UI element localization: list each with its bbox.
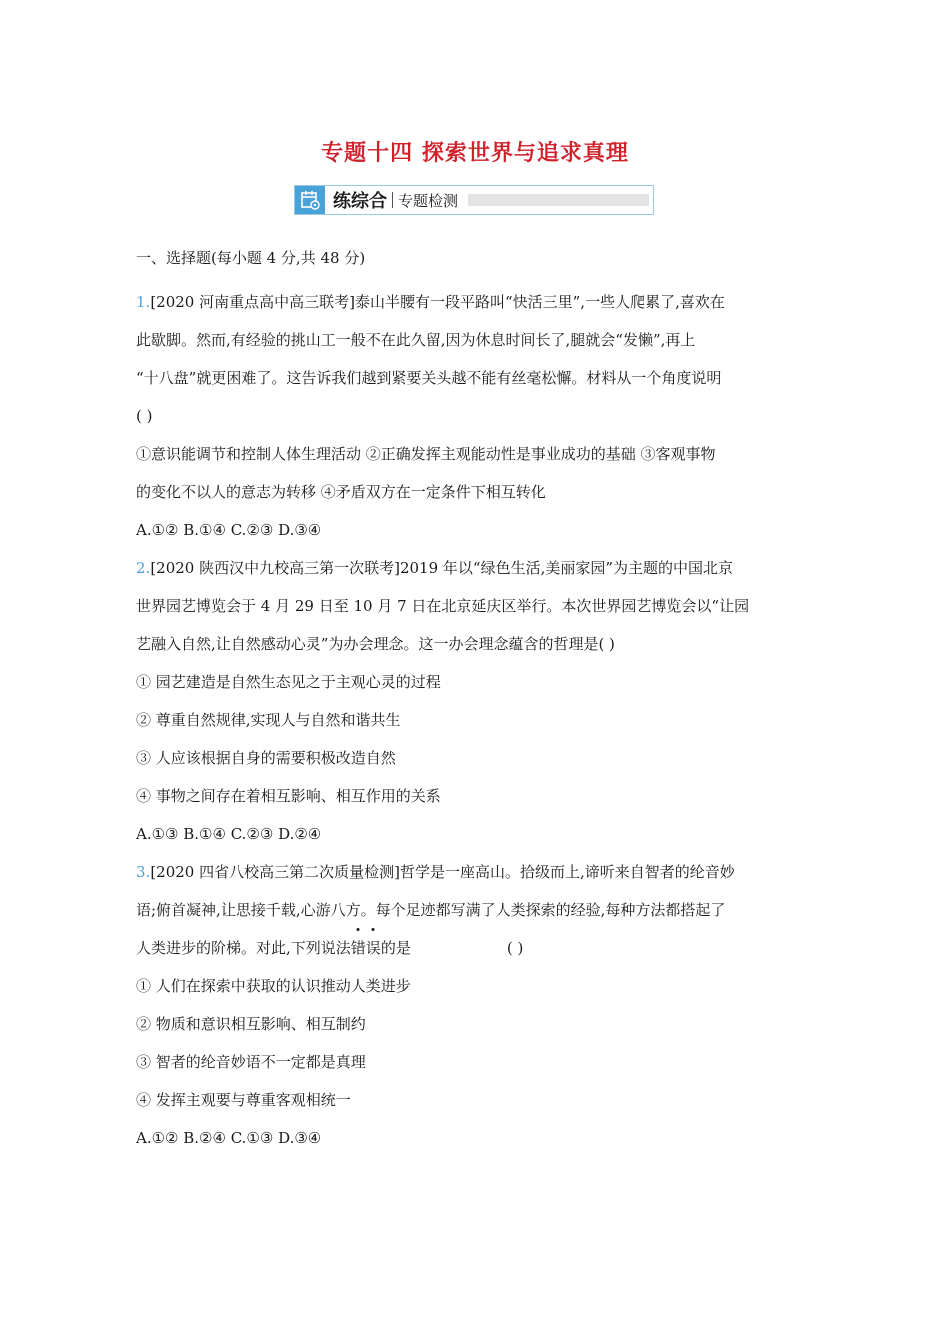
question-text-fragment: 人类进步的阶梯。对此,下列说法	[136, 939, 351, 957]
question-text-line: [2020 四省八校高三第二次质量检测]哲学是一座高山。拾级而上,谛听来自智者的纶音妙	[150, 863, 735, 881]
calendar-icon	[295, 186, 325, 214]
question-list	[136, 244, 812, 1162]
question-text-line: [2020 陕西汉中九校高三第一次联考]2019 年以“绿色生活,美丽家园”为主题的中国北京	[150, 559, 734, 577]
section-banner	[294, 185, 654, 215]
question-3	[136, 858, 812, 1162]
question-text-line: 此歇脚。然而,有经验的挑山工一般不在此久留,因为休息时间长了,腿就会“发懒”,再上	[136, 331, 696, 349]
option-item: ③ 人应该根据自身的需要积极改造自然	[136, 749, 396, 767]
option-item: ① 人们在探索中获取的认识推动人类进步	[136, 977, 411, 995]
question-2	[136, 554, 812, 858]
question-1	[136, 288, 812, 554]
answer-choices: A.①② B.①④ C.②③ D.③④	[136, 521, 322, 539]
option-item: ② 物质和意识相互影响、相互制约	[136, 1015, 366, 1033]
option-item: ③ 智者的纶音妙语不一定都是真理	[136, 1053, 366, 1071]
option-item: ② 尊重自然规律,实现人与自然和谐共生	[136, 711, 401, 729]
question-number: 3.	[136, 863, 151, 881]
banner-divider	[392, 192, 393, 208]
section-heading: 一、选择题(每小题 4 分,共 48 分)	[136, 249, 366, 267]
page-title: 专题十四 探索世界与追求真理	[321, 141, 629, 166]
question-number: 1.	[136, 293, 151, 311]
banner-sub-label: 专题检测	[398, 191, 459, 210]
option-item: ④ 发挥主观要与尊重客观相统一	[136, 1091, 351, 1109]
banner-decor-bar	[468, 194, 649, 206]
question-text-line: 艺融入自然,让自然感动心灵”为办会理念。这一办会理念蕴含的哲理是( )	[136, 635, 615, 653]
question-text-line: 语;俯首凝神,让思接千载,心游八方。每个足迹都写满了人类探索的经验,每种方法都搭起了	[136, 901, 726, 919]
answer-paren: ( )	[506, 939, 524, 957]
emphasis-char: 错	[351, 934, 366, 962]
answer-choices: A.①② B.②④ C.①③ D.③④	[136, 1129, 322, 1147]
option-item: ① 园艺建造是自然生态见之于主观心灵的过程	[136, 673, 441, 691]
question-text-line: “十八盘”就更困难了。这告诉我们越到紧要关头越不能有丝毫松懈。材料从一个角度说明	[136, 369, 722, 387]
question-text-line: [2020 河南重点高中高三联考]泰山半腰有一段平路叫“快活三里”,一些人爬累了,喜欢在	[150, 293, 725, 311]
banner-main-label: 练综合	[333, 191, 387, 212]
option-line: 的变化不以人的意志为转移 ④矛盾双方在一定条件下相互转化	[136, 483, 546, 501]
question-text-line-last	[136, 934, 812, 972]
question-text-fragment: 的是	[380, 939, 411, 957]
answer-paren: ( )	[136, 407, 153, 425]
answer-choices: A.①③ B.①④ C.②③ D.②④	[136, 825, 322, 843]
option-line: ①意识能调节和控制人体生理活动 ②正确发挥主观能动性是事业成功的基础 ③客观事物	[136, 445, 716, 463]
option-item: ④ 事物之间存在着相互影响、相互作用的关系	[136, 787, 441, 805]
question-text-line: 世界园艺博览会于 4 月 29 日至 10 月 7 日在北京延庆区举行。本次世界园艺博览会以“让园	[136, 597, 750, 615]
emphasis-char: 误	[366, 934, 381, 962]
question-number: 2.	[136, 559, 151, 577]
